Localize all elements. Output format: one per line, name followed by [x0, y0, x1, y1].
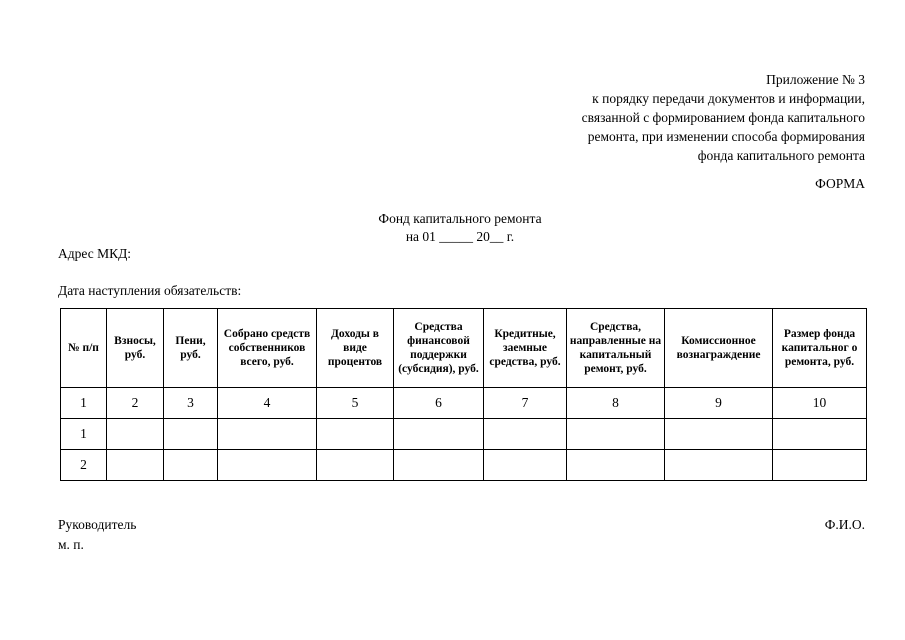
table-cell — [773, 419, 867, 450]
table-cell — [773, 450, 867, 481]
table-cell: 6 — [394, 388, 484, 419]
table-cell: 8 — [567, 388, 665, 419]
table-cell — [317, 450, 394, 481]
table-cell — [107, 419, 164, 450]
form-label: ФОРМА — [815, 176, 865, 191]
header-cell-commission: Комиссионное вознаграждение — [665, 309, 773, 388]
appendix-reference — [582, 70, 865, 165]
fund-table — [60, 308, 867, 481]
document-title — [0, 210, 905, 246]
header-cell-loans: Кредитные, заемные средства, руб. — [484, 309, 567, 388]
table-cell — [164, 450, 218, 481]
full-name-label: Ф.И.О. — [824, 517, 865, 532]
table-cell: 5 — [317, 388, 394, 419]
header-row — [61, 309, 867, 388]
header-cell-number: № п/п — [61, 309, 107, 388]
numbering-row — [61, 388, 867, 419]
title-line-1: Фонд капитального ремонта — [378, 211, 542, 226]
obligation-date-label: Дата наступления обязательств: — [58, 283, 242, 298]
table-cell: 9 — [665, 388, 773, 419]
appendix-line: к порядку передачи документов и информации, — [592, 91, 865, 106]
table-row — [61, 419, 867, 450]
title-line-2: на 01 _____ 20__ г. — [405, 229, 515, 244]
table-cell: 4 — [218, 388, 317, 419]
appendix-line: связанной с формированием фонда капитального — [581, 110, 865, 125]
header-cell-contributions: Взносы, руб. — [107, 309, 164, 388]
table-cell — [107, 450, 164, 481]
table-cell: 7 — [484, 388, 567, 419]
table-cell: 10 — [773, 388, 867, 419]
table-cell — [484, 419, 567, 450]
table-cell — [665, 419, 773, 450]
appendix-line: фонда капитального ремонта — [697, 148, 865, 163]
table-cell — [164, 419, 218, 450]
table-cell: 1 — [61, 388, 107, 419]
appendix-line: ремонта, при изменении способа формирования — [587, 129, 865, 144]
header-cell-subsidy: Средства финансовой поддержки (субсидия), руб. — [394, 309, 484, 388]
table-cell — [218, 450, 317, 481]
head-signature-label: Руководитель — [58, 517, 137, 532]
header-cell-repair-spent: Средства, направленные на капитальный ремонт, руб. — [567, 309, 665, 388]
table-cell — [567, 419, 665, 450]
header-cell-fund-size: Размер фонда капитальног о ремонта, руб. — [773, 309, 867, 388]
stamp-place-label: м. п. — [58, 537, 84, 552]
address-label: Адрес МКД: — [58, 246, 132, 261]
table-cell — [394, 419, 484, 450]
table-cell: 1 — [61, 419, 107, 450]
header-cell-collected: Собрано средств собственников всего, руб. — [218, 309, 317, 388]
table-cell — [484, 450, 567, 481]
table-row — [61, 450, 867, 481]
table-cell — [394, 450, 484, 481]
table-cell — [317, 419, 394, 450]
table-cell — [665, 450, 773, 481]
table-cell: 2 — [61, 450, 107, 481]
table-cell: 3 — [164, 388, 218, 419]
appendix-line: Приложение № 3 — [766, 72, 865, 87]
table-cell — [218, 419, 317, 450]
header-cell-interest: Доходы в виде процентов — [317, 309, 394, 388]
table-cell — [567, 450, 665, 481]
header-cell-penalties: Пени, руб. — [164, 309, 218, 388]
table-cell: 2 — [107, 388, 164, 419]
